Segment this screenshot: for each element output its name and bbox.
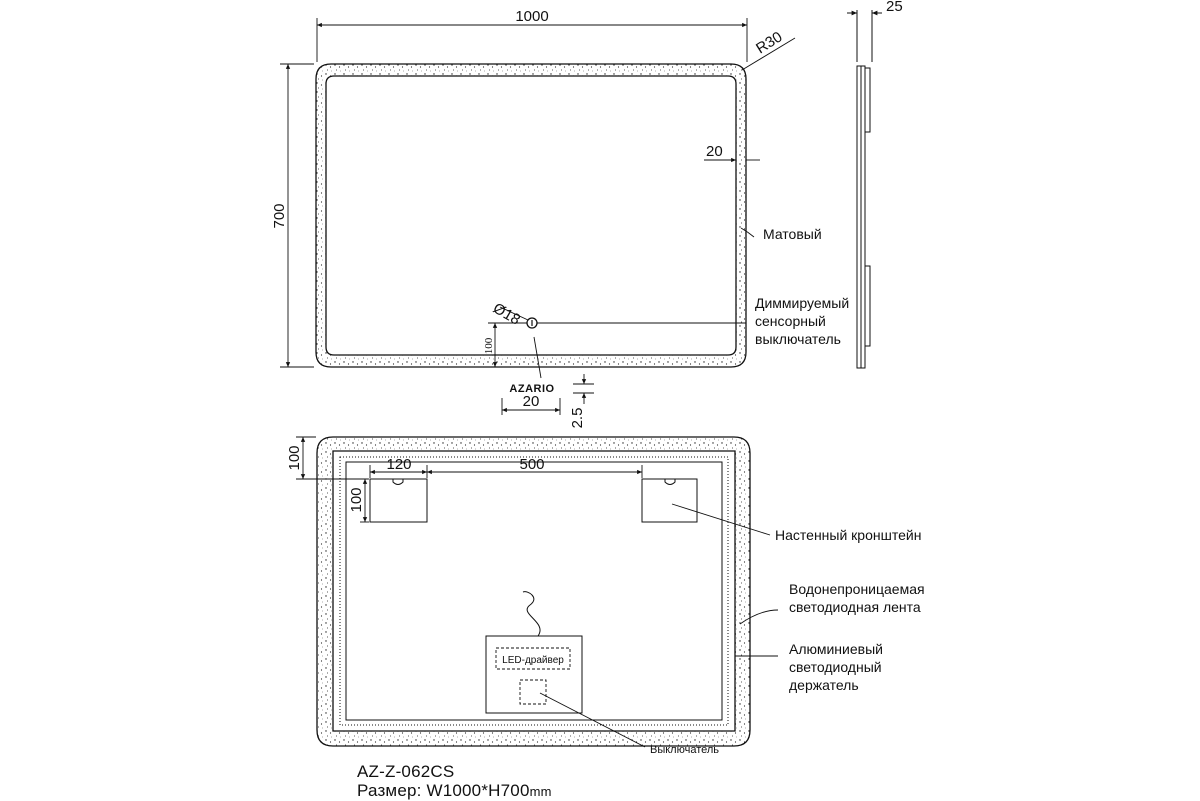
side-view [847,10,882,368]
model-number: AZ-Z-062CS [357,762,455,781]
front-view [316,64,746,367]
wall-bracket-label: Настенный кронштейн [775,527,922,543]
aluminum-holder-label-line2: светодиодный [789,659,882,675]
bracket-side-label: 120 [386,456,412,473]
led-strip-label-line1: Водонепроницаемая [789,581,925,597]
led-strip-label-line2: светодиодная лента [789,599,921,615]
back-view [317,437,750,746]
diameter-label: Ø18 [490,299,524,329]
matte-label: Матовый [763,226,822,242]
frame-width-label: 20 [706,143,723,160]
aluminum-holder-label-line1: Алюминиевый [789,641,883,657]
depth-label: 25 [886,0,903,15]
switch-label: Выключатель [650,744,720,756]
width-label: 1000 [515,8,549,25]
height-label: 700 [271,203,288,229]
bracket-top-label: 100 [286,445,303,471]
radius-label: R30 [753,28,786,58]
logo-height-label: 2.5 [569,407,586,429]
wall-bracket-left [370,479,427,522]
cable [523,592,540,636]
wall-bracket-right [642,479,697,522]
aluminum-holder-label-line3: держатель [789,677,859,693]
switch-offset-label: 100 [483,337,495,355]
front-frame [316,64,746,367]
bracket-height-label: 100 [348,487,365,513]
dimmer-label-line2: сенсорный [755,313,826,329]
brand-logo: AZARIO [509,383,555,395]
bracket-spacing-label: 500 [519,456,545,473]
dimmer-label-line3: выключатель [755,331,841,347]
led-driver-label: LED-драйвер [502,655,564,666]
size-unit: mm [529,784,552,799]
logo-width-label: 20 [522,393,540,410]
size-caption [357,781,552,801]
logo-height-dimension [573,374,594,404]
size-label: Размер: W1000*H700 [357,781,530,800]
dimmer-label-line1: Диммируемый [755,295,850,311]
